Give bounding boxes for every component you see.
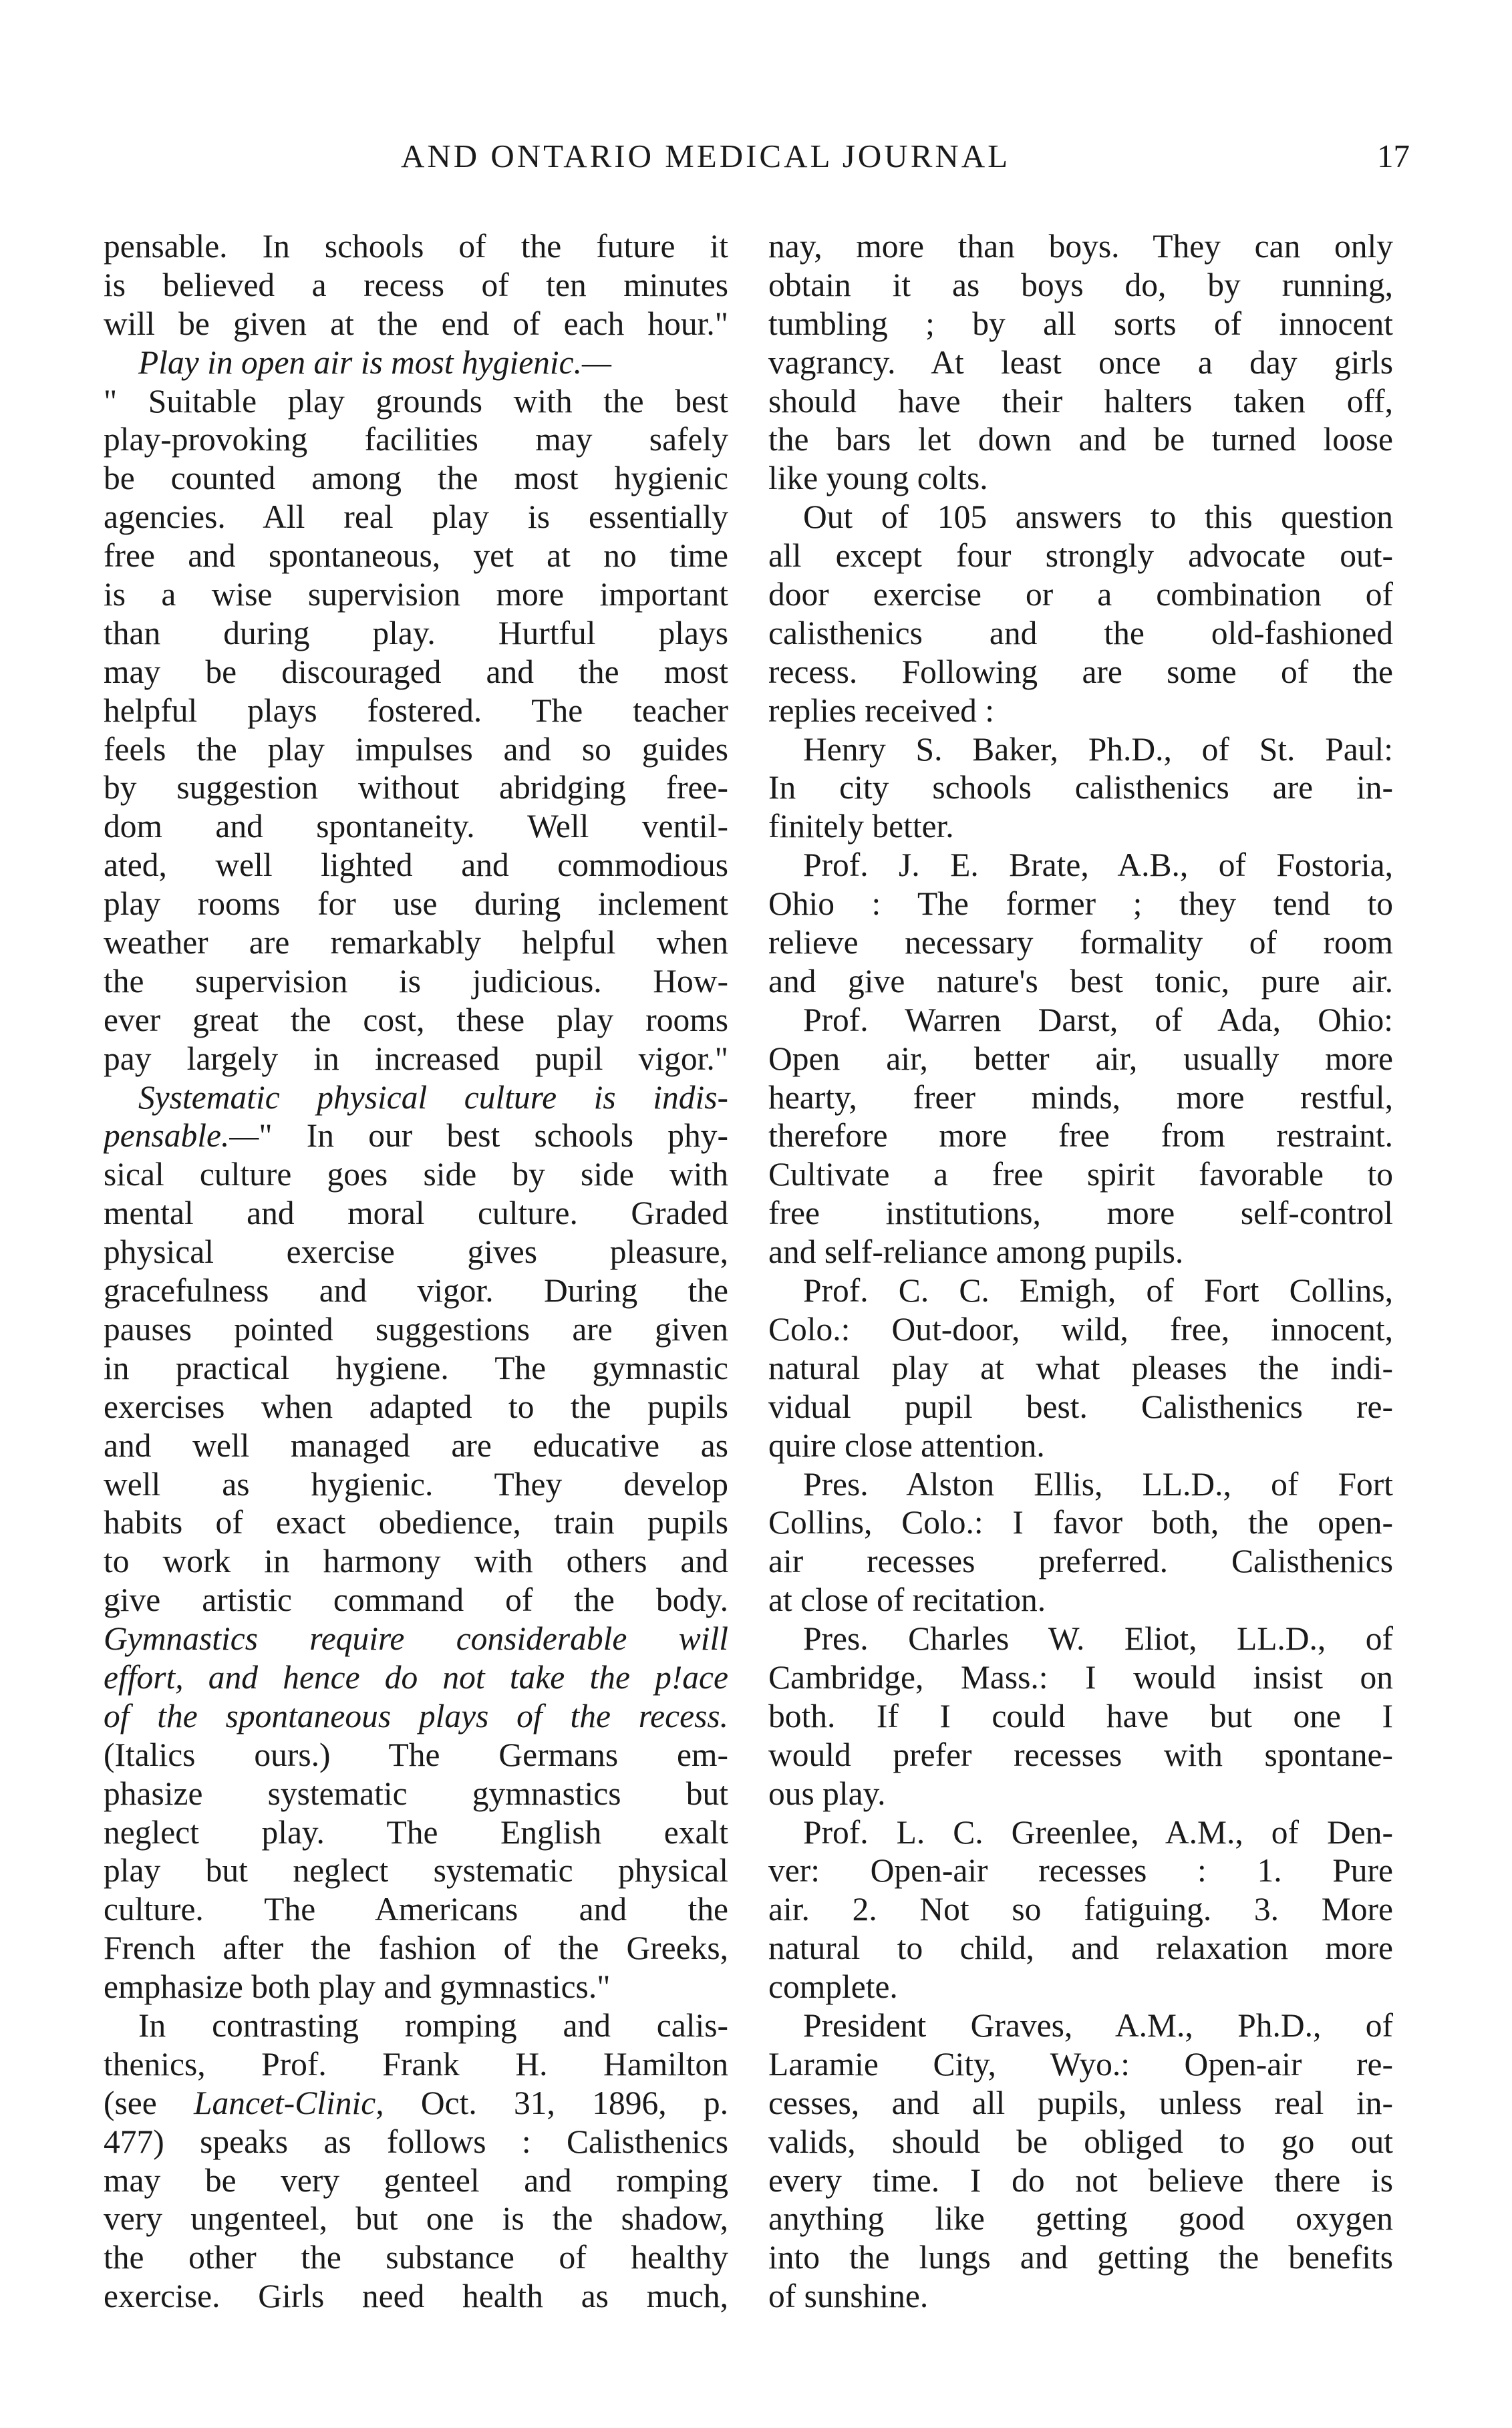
text-line: and self-reliance among pupils.: [768, 1233, 1184, 1271]
text-line: into the lungs and getting the benefits: [768, 2239, 1393, 2276]
text-line: ated, well lighted and commodious: [104, 847, 728, 884]
text-segment: pensable.—: [104, 1117, 259, 1155]
text-line: Prof. Warren Darst, of Ada, Ohio:: [803, 1001, 1393, 1038]
text-line: obtain it as boys do, by running,: [768, 266, 1393, 303]
text-line: air. 2. Not so fatiguing. 3. More: [768, 1891, 1393, 1928]
text-line: Henry S. Baker, Ph.D., of St. Paul:: [803, 730, 1393, 768]
text-line: mental and moral culture. Graded: [104, 1195, 728, 1232]
text-line: is believed a recess of ten minutes: [104, 266, 728, 303]
text-line: Prof. L. C. Greenlee, A.M., of Den-: [803, 1813, 1393, 1851]
text-line: to work in harmony with others and: [104, 1543, 728, 1580]
text-line: would prefer recesses with spontane-: [768, 1736, 1393, 1773]
text-line: " Suitable play grounds with the best: [104, 382, 728, 420]
text-line: very ungenteel, but one is the shadow,: [104, 2200, 728, 2238]
text-line: In city schools calisthenics are in-: [768, 769, 1393, 806]
text-line: cesses, and all pupils, unless real in-: [768, 2084, 1393, 2121]
text-segment: (see: [104, 2084, 194, 2121]
text-line: may be very genteel and romping: [104, 2161, 728, 2199]
text-line: replies received :: [768, 692, 995, 729]
text-line: relieve necessary formality of room: [768, 924, 1393, 961]
text-line: will be given at the end of each hour.": [104, 305, 728, 342]
text-line: complete.: [768, 1968, 898, 2006]
text-line: quire close attention.: [768, 1426, 1045, 1464]
text-line: exercise. Girls need health as much,: [104, 2278, 728, 2315]
text-line: President Graves, A.M., Ph.D., of: [803, 2006, 1393, 2044]
text-line: like young colts.: [768, 460, 988, 497]
text-line: (Italics ours.) The Germans em-: [104, 1736, 728, 1773]
left-column: [104, 227, 728, 2316]
journal-title: AND ONTARIO MEDICAL JOURNAL: [401, 138, 1011, 174]
text-line: than during play. Hurtful plays: [104, 614, 728, 651]
text-line: finitely better.: [768, 808, 954, 845]
text-line: anything like getting good oxygen: [768, 2200, 1393, 2238]
page-number: 17: [1377, 138, 1410, 174]
text-line: French after the fashion of the Greeks,: [104, 1930, 728, 1967]
text-line: sical culture goes side by side with: [104, 1156, 728, 1193]
text-line: Systematic physical culture is indis-: [138, 1078, 728, 1116]
text-line: Colo.: Out-door, wild, free, innocent,: [768, 1310, 1393, 1348]
text-line: be counted among the most hygienic: [104, 460, 728, 497]
text-line: in practical hygiene. The gymnastic: [104, 1349, 728, 1386]
text-line: natural to child, and relaxation more: [768, 1930, 1393, 1967]
text-line: thenics, Prof. Frank H. Hamilton: [104, 2045, 728, 2083]
text-line: ous play.: [768, 1775, 886, 1812]
running-header: [100, 137, 1410, 184]
text-line: weather are remarkably helpful when: [104, 924, 728, 961]
text-line: feels the play impulses and so guides: [104, 730, 728, 768]
text-line: well as hygienic. They develop: [104, 1465, 728, 1503]
text-segment: " In our best schools phy-: [259, 1117, 728, 1155]
text-line: tumbling ; by all sorts of innocent: [768, 305, 1393, 342]
text-line: all except four strongly advocate out-: [768, 537, 1393, 575]
text-line: play rooms for use during inclement: [104, 885, 728, 923]
text-line: culture. The Americans and the: [104, 1891, 728, 1928]
text-segment: Lancet-Clinic,: [194, 2084, 384, 2121]
text-line: [104, 2084, 728, 2123]
text-line: habits of exact obedience, train pupils: [104, 1504, 728, 1541]
text-line: Prof. C. C. Emigh, of Fort Collins,: [803, 1272, 1393, 1310]
text-line: Out of 105 answers to this question: [803, 498, 1393, 536]
text-line: the bars let down and be turned loose: [768, 421, 1393, 458]
text-line: Ohio : The former ; they tend to: [768, 885, 1393, 923]
text-line: 477) speaks as follows : Calisthenics: [104, 2123, 728, 2160]
text-line: give artistic command of the body.: [104, 1581, 728, 1619]
text-line: [104, 1116, 728, 1155]
text-line: play-provoking facilities may safely: [104, 421, 728, 458]
text-line: calisthenics and the old-fashioned: [768, 614, 1393, 651]
text-segment: Oct. 31, 1896, p.: [384, 2084, 728, 2121]
text-line: phasize systematic gymnastics but: [104, 1775, 728, 1812]
text-line: door exercise or a combination of: [768, 576, 1393, 613]
text-line: of the spontaneous plays of the recess.: [104, 1697, 728, 1734]
text-line: Laramie City, Wyo.: Open-air re-: [768, 2045, 1393, 2083]
text-line: should have their halters taken off,: [768, 382, 1393, 420]
text-line: gracefulness and vigor. During the: [104, 1272, 728, 1310]
text-line: natural play at what pleases the indi-: [768, 1349, 1393, 1386]
text-line: Cambridge, Mass.: I would insist on: [768, 1658, 1393, 1696]
text-line: vidual pupil best. Calisthenics re-: [768, 1388, 1393, 1425]
text-line: Cultivate a free spirit favorable to: [768, 1156, 1393, 1193]
text-line: dom and spontaneity. Well ventil-: [104, 808, 728, 845]
text-line: ever great the cost, these play rooms: [104, 1001, 728, 1038]
right-column: [768, 227, 1393, 2316]
text-line: free and spontaneous, yet at no time: [104, 537, 728, 575]
text-line: is a wise supervision more important: [104, 576, 728, 613]
text-line: Open air, better air, usually more: [768, 1040, 1393, 1077]
text-line: agencies. All real play is essentially: [104, 498, 728, 536]
text-line: physical exercise gives pleasure,: [104, 1233, 728, 1271]
text-line: play but neglect systematic physical: [104, 1852, 728, 1889]
text-line: and give nature's best tonic, pure air.: [768, 962, 1393, 1000]
text-line: and well managed are educative as: [104, 1426, 728, 1464]
text-line: valids, should be obliged to go out: [768, 2123, 1393, 2160]
text-line: pensable. In schools of the future it: [104, 228, 728, 265]
text-line: Gymnastics require considerable will: [104, 1620, 728, 1658]
text-line: vagrancy. At least once a day girls: [768, 343, 1393, 381]
text-line: every time. I do not believe there is: [768, 2161, 1393, 2199]
text-line: may be discouraged and the most: [104, 653, 728, 690]
text-line: Collins, Colo.: I favor both, the open-: [768, 1504, 1393, 1541]
text-line: ver: Open-air recesses : 1. Pure: [768, 1852, 1393, 1889]
text-line: Pres. Charles W. Eliot, LL.D., of: [803, 1620, 1393, 1658]
text-line: hearty, freer minds, more restful,: [768, 1078, 1393, 1116]
text-line: by suggestion without abridging free-: [104, 769, 728, 806]
text-line: the other the substance of healthy: [104, 2239, 728, 2276]
text-line: nay, more than boys. They can only: [768, 228, 1393, 265]
text-line: recess. Following are some of the: [768, 653, 1393, 690]
text-line: Prof. J. E. Brate, A.B., of Fostoria,: [803, 847, 1393, 884]
text-line: both. If I could have but one I: [768, 1697, 1393, 1734]
text-line: pay largely in increased pupil vigor.": [104, 1040, 728, 1077]
text-line: emphasize both play and gymnastics.": [104, 1968, 611, 2006]
text-line: air recesses preferred. Calisthenics: [768, 1543, 1393, 1580]
text-line: pauses pointed suggestions are given: [104, 1310, 728, 1348]
text-line: effort, and hence do not take the p!ace: [104, 1658, 728, 1696]
text-line: In contrasting romping and calis-: [138, 2006, 728, 2044]
text-line: Play in open air is most hygienic.—: [138, 343, 612, 381]
text-line: neglect play. The English exalt: [104, 1813, 728, 1851]
text-line: Pres. Alston Ellis, LL.D., of Fort: [803, 1465, 1393, 1503]
text-line: of sunshine.: [768, 2278, 929, 2315]
text-line: the supervision is judicious. How-: [104, 962, 728, 1000]
text-line: helpful plays fostered. The teacher: [104, 692, 728, 729]
text-line: exercises when adapted to the pupils: [104, 1388, 728, 1425]
text-line: therefore more free from restraint.: [768, 1117, 1393, 1155]
text-line: at close of recitation.: [768, 1581, 1046, 1619]
text-line: free institutions, more self-control: [768, 1195, 1393, 1232]
